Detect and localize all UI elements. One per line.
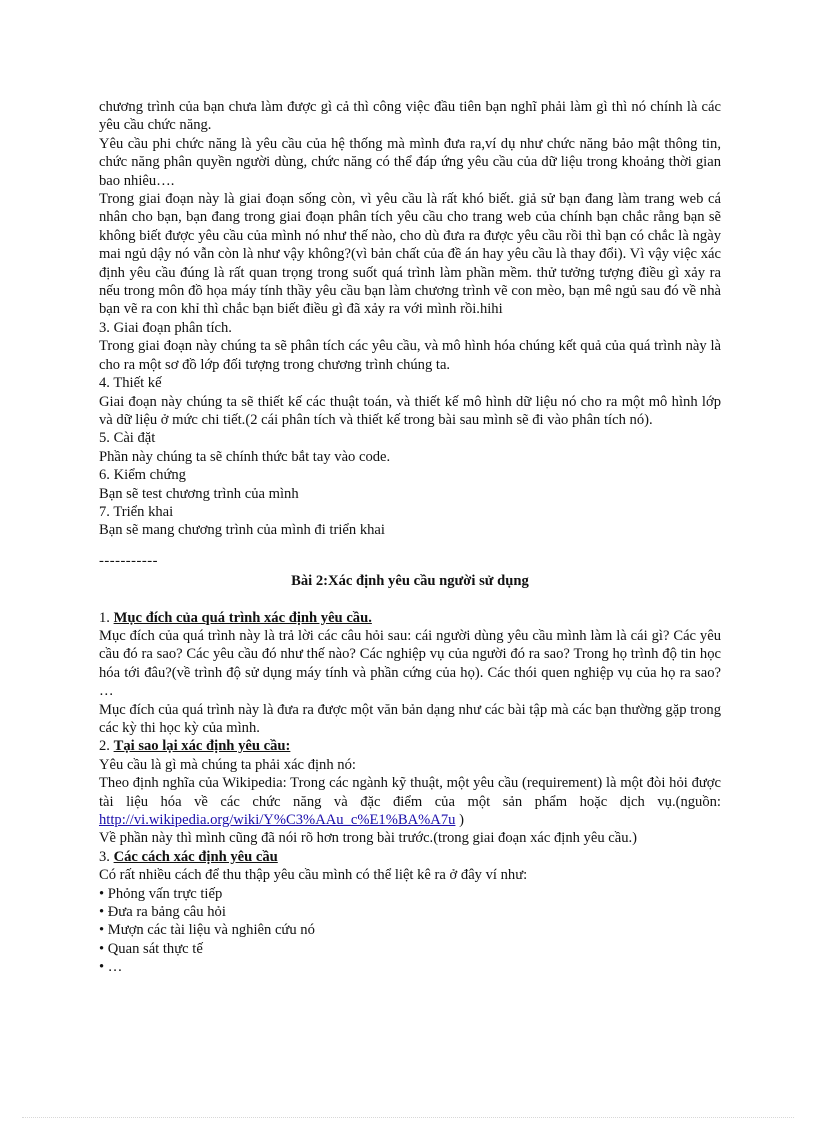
- section-number: 2.: [99, 738, 114, 755]
- paragraph: Yêu cầu phi chức năng là yêu cầu của hệ thống mà mình đưa ra,ví dụ như chức năng bảo mật thông tin, chức năng phân quyền người dùng, chức năng có thể đáp ứng yêu cầu của dữ liệu trong khoảng thời gian bao nhiêu….: [99, 135, 721, 189]
- section-heading-text: Tại sao lại xác định yêu cầu:: [113, 738, 291, 755]
- paragraph: chương trình của bạn chưa làm được gì cả thì công việc đầu tiên bạn nghĩ phải làm gì thì nó chính là các yêu cầu chức năng.: [99, 99, 721, 134]
- paragraph: Mục đích của quá trình này là đưa ra được một văn bản dạng như các bài tập mà các bạn thường gặp trong các kỳ thi học kỳ của mình.: [99, 701, 721, 736]
- lesson-title: Bài 2:Xác định yêu cầu người sử dụng: [291, 573, 529, 590]
- wiki-text: Theo định nghĩa của Wikipedia: Trong các ngành kỹ thuật, một yêu cầu (requirement) là một đòi hỏi được tài liệu hóa về các chức năng và đặc điểm của một sản phẩm hoặc dịch vụ.(nguồn:: [99, 775, 721, 810]
- paragraph: Yêu cầu là gì mà chúng ta phải xác định nó:: [99, 756, 356, 773]
- step-heading: 6. Kiểm chứng: [99, 467, 186, 484]
- wiki-close: ): [455, 812, 464, 829]
- list-item: • Đưa ra bảng câu hỏi: [99, 904, 226, 921]
- list-item: • Mượn các tài liệu và nghiên cứu nó: [99, 922, 315, 939]
- separator-line: -----------: [99, 552, 158, 569]
- step-heading: 4. Thiết kế: [99, 375, 162, 392]
- section-heading-3: [99, 848, 721, 866]
- paragraph: Bạn sẽ test chương trình của mình: [99, 485, 299, 502]
- paragraph: Về phần này thì mình cũng đã nói rõ hơn trong bài trước.(trong giai đoạn xác định yêu cầu.): [99, 830, 638, 847]
- section-number: 1.: [99, 609, 114, 626]
- section-heading-2: [99, 737, 721, 755]
- paragraph: Phần này chúng ta sẽ chính thức bắt tay vào code.: [99, 448, 391, 465]
- paragraph: Có rất nhiều cách để thu thập yêu cầu mình có thể liệt kê ra ở đây ví như:: [99, 867, 528, 884]
- wikipedia-link[interactable]: http://vi.wikipedia.org/wiki/Y%C3%AAu_c%E1%BA%A7u: [99, 812, 456, 829]
- list-item: • Quan sát thực tế: [99, 940, 203, 957]
- section-heading-text: Các cách xác định yêu cầu: [113, 848, 278, 865]
- paragraph: Bạn sẽ mang chương trình của mình đi triển khai: [99, 522, 385, 539]
- section-heading-text: Mục đích của quá trình xác định yêu cầu.: [113, 609, 372, 626]
- wiki-definition: [99, 774, 721, 829]
- list-item: • Phỏng vấn trực tiếp: [99, 885, 223, 902]
- step-heading: 7. Triển khai: [99, 503, 174, 520]
- step-heading: 3. Giai đoạn phân tích.: [99, 319, 232, 336]
- section-number: 3.: [99, 848, 114, 865]
- paragraph: Giai đoạn này chúng ta sẽ thiết kế các thuật toán, và thiết kế mô hình dữ liệu nó cho ra một mô hình lớp và dữ liệu ở mức chi tiết.(2 cái phân tích và thiết kế trong bài sau mình sẽ đi vào phân tích nó).: [99, 393, 721, 428]
- list-item: • …: [99, 959, 123, 976]
- page-bottom-border: [22, 1117, 794, 1118]
- document-page: [99, 98, 721, 977]
- paragraph: Trong giai đoạn này là giai đoạn sống còn, vì yêu cầu là rất khó biết. giả sử bạn đang làm trang web cá nhân cho bạn, bạn đang trong giai đoạn phân tích yêu cầu cho trang web của chính bạn chắc rằng bạn sẽ không biết được yêu cầu của mình nó như thế nào, cho dù đưa ra được yêu cầu rồi thì bạn có chắc là ngày mai ngủ dậy nó vẫn còn là như vậy không?(vì bản chất của đề án hay yêu cầu là thay đổi). Vì vậy việc xác định yêu cầu đúng là rất quan trọng trong suốt quá trình làm phần mềm. thử tưởng tượng điều gì xảy ra nếu trong môn đồ họa máy tính thầy yêu cầu bạn làm chương trình vẽ con mèo, bạn mê ngủ sau đó về nhà bạn vẽ ra con khỉ thì chắc bạn biết điều gì đã xảy ra với mình rồi.hihi: [99, 191, 721, 318]
- paragraph: Trong giai đoạn này chúng ta sẽ phân tích các yêu cầu, và mô hình hóa chúng kết quả của quá trình này là cho ra một sơ đồ lớp đối tượng trong chương trình chúng ta.: [99, 338, 721, 373]
- step-heading: 5. Cài đặt: [99, 430, 156, 447]
- section-heading-1: [99, 609, 721, 627]
- paragraph: Mục đích của quá trình này là trả lời các câu hỏi sau: cái người dùng yêu cầu mình làm là cái gì? Các yêu cầu đó ra sao? Các yêu cầu đó như thế nào? Các nghiệp vụ của người đó ra sao? Trong họ trình độ tin học hóa tới đâu?(về trình độ sử dụng máy tính và phần cứng của họ). Các thói quen nghiệp vụ của họ ra sao? …: [99, 627, 721, 700]
